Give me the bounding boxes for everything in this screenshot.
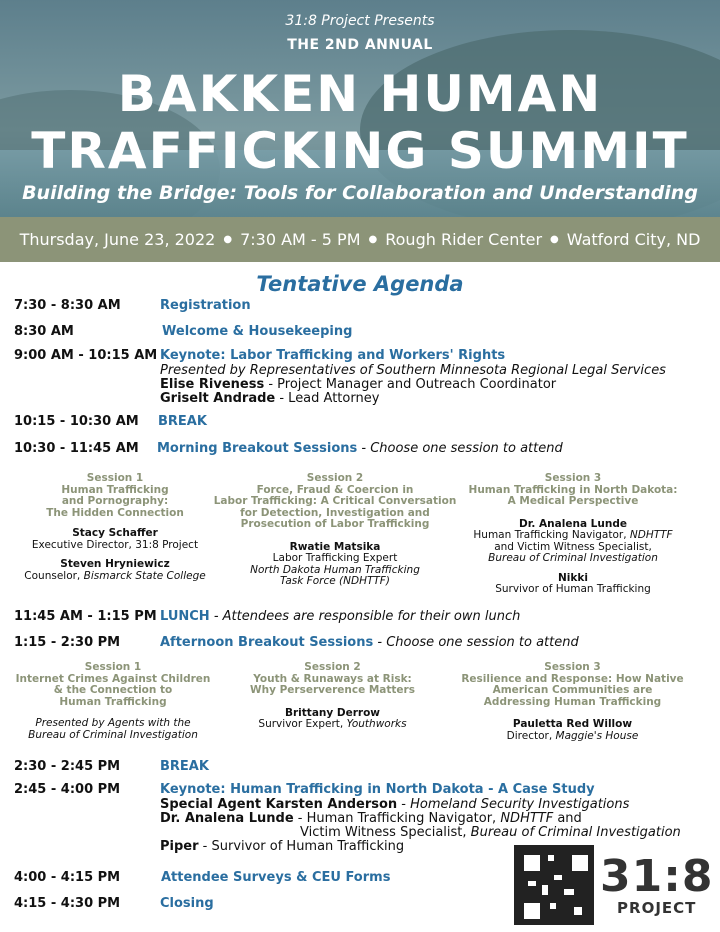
session-title: Resilience and Response: How Native American Communities are Addressing Human Trafficking bbox=[461, 672, 684, 708]
summit-subtitle: Building the Bridge: Tools for Collaboration and Understanding bbox=[22, 182, 698, 204]
agenda-note: - Choose one session to attend bbox=[373, 635, 579, 650]
session-label: Session 1 bbox=[86, 472, 144, 484]
presenter-org: Bismarck State College bbox=[83, 569, 206, 582]
agenda-title: Keynote: Human Trafficking in North Dakota - A Case Study bbox=[160, 782, 595, 797]
agenda-time: 9:00 AM - 10:15 AM bbox=[14, 348, 158, 363]
presenter-org: Youthworks bbox=[346, 718, 407, 730]
presenter-role-line bbox=[458, 530, 688, 542]
event-city: Watford City, ND bbox=[566, 230, 701, 249]
agenda-title: Registration bbox=[160, 298, 251, 313]
agenda-title-line bbox=[160, 635, 579, 650]
presenter-name: Nikki bbox=[558, 571, 588, 584]
bullet-icon: ● bbox=[550, 234, 559, 245]
speaker-role: and bbox=[553, 811, 582, 826]
morning-session-3 bbox=[458, 473, 688, 596]
qr-code[interactable] bbox=[514, 845, 594, 925]
presenter-role-line bbox=[225, 719, 440, 731]
speaker-org: NDHTTF bbox=[500, 811, 554, 826]
presenter-org: North Dakota Human Trafficking Task Force (NDHTTF) bbox=[250, 563, 420, 587]
agenda-title: Welcome & Housekeeping bbox=[162, 324, 353, 339]
agenda-title: BREAK bbox=[160, 759, 209, 774]
presenter-org: NDHTTF bbox=[629, 529, 673, 541]
speaker-name: Dr. Analena Lunde bbox=[160, 811, 294, 826]
session-presenters: Presented by Agents with the Bureau of Criminal Investigation bbox=[28, 717, 198, 741]
presenter-name: Rwatie Matsika bbox=[289, 540, 381, 553]
agenda-title-line bbox=[160, 609, 520, 624]
presenter-role: Executive Director, 31:8 Project bbox=[31, 538, 199, 551]
session-title: Human Trafficking and Pornography: The Hidden Connection bbox=[46, 483, 184, 519]
agenda-title: Afternoon Breakout Sessions bbox=[160, 635, 374, 650]
afternoon-session-1 bbox=[8, 662, 218, 741]
speaker-line bbox=[160, 377, 556, 392]
hero-banner bbox=[0, 0, 720, 217]
agenda-title: Keynote: Labor Trafficking and Workers' Rights bbox=[160, 348, 506, 363]
session-title: Internet Crimes Against Children & the Connection to Human Trafficking bbox=[15, 672, 211, 708]
presenter-role: Counselor, bbox=[24, 569, 84, 582]
presents-line: 31:8 Project Presents bbox=[285, 13, 435, 29]
speaker-name: Piper bbox=[160, 839, 199, 854]
speaker-name: Elise Riveness bbox=[160, 377, 265, 392]
agenda-title: Attendee Surveys & CEU Forms bbox=[161, 870, 391, 885]
agenda-title: Closing bbox=[160, 896, 214, 911]
speaker-org: Bureau of Criminal Investigation bbox=[470, 825, 681, 840]
presenter-name: Steven Hryniewicz bbox=[60, 558, 170, 570]
presenter-role: Human Trafficking Navigator, bbox=[473, 529, 630, 541]
presenter-org: Maggie's House bbox=[555, 729, 639, 742]
agenda-time: 10:30 - 11:45 AM bbox=[14, 441, 139, 456]
morning-session-2 bbox=[205, 473, 465, 588]
speaker-role: - Human Trafficking Navigator, bbox=[293, 811, 501, 826]
agenda-time: 2:45 - 4:00 PM bbox=[14, 782, 121, 797]
agenda-title: BREAK bbox=[158, 414, 207, 429]
logo-word: PROJECT bbox=[617, 899, 697, 917]
speaker-line bbox=[160, 391, 379, 406]
agenda-note: - Attendees are responsible for their own lunch bbox=[209, 609, 521, 624]
presenter-role-line bbox=[20, 571, 210, 583]
afternoon-session-2 bbox=[225, 662, 440, 731]
speaker-role: - Project Manager and Outreach Coordinator bbox=[264, 377, 557, 392]
keynote-presenter: Presented by Representatives of Southern Minnesota Regional Legal Services bbox=[160, 363, 666, 378]
session-label: Session 3 bbox=[544, 472, 602, 484]
speaker-line bbox=[160, 811, 582, 826]
presenter-name: Dr. Analena Lunde bbox=[519, 517, 627, 530]
presenter-role-line bbox=[455, 731, 690, 743]
afternoon-session-3 bbox=[455, 662, 690, 742]
bullet-icon: ● bbox=[223, 234, 233, 245]
speaker-line: Special Agent Karsten Anderson - Homeland Security Investigations bbox=[160, 797, 630, 812]
session-title: Force, Fraud & Coercion in Labor Trafficking: A Critical Conversation for Detection, Investigation and Prosecution of Labor Trafficking bbox=[213, 483, 457, 530]
event-time: 7:30 AM - 5 PM bbox=[240, 230, 361, 249]
session-label: Session 2 bbox=[306, 472, 364, 484]
agenda-title-line bbox=[157, 441, 563, 456]
event-info-band bbox=[0, 217, 720, 262]
speaker-role: - Lead Attorney bbox=[275, 391, 380, 406]
speaker-role: - Survivor of Human Trafficking bbox=[198, 839, 405, 854]
presenter-org: Bureau of Criminal Investigation bbox=[488, 552, 658, 564]
session-label: Session 1 bbox=[84, 661, 142, 673]
speaker-role: Victim Witness Specialist, bbox=[300, 825, 471, 840]
logo-number: 31:8 bbox=[600, 851, 714, 902]
agenda-time: 11:45 AM - 1:15 PM bbox=[14, 609, 157, 624]
morning-session-1 bbox=[20, 473, 210, 582]
agenda-title: Morning Breakout Sessions bbox=[157, 441, 358, 456]
agenda-time: 4:00 - 4:15 PM bbox=[14, 870, 121, 885]
agenda-time: 2:30 - 2:45 PM bbox=[14, 759, 121, 774]
agenda-time: 1:15 - 2:30 PM bbox=[14, 635, 121, 650]
session-label: Session 2 bbox=[304, 661, 361, 673]
presenter-role: Director, bbox=[506, 729, 556, 742]
presenter-role: Survivor Expert, bbox=[258, 718, 347, 730]
speaker-name: Griselt Andrade bbox=[160, 391, 276, 406]
presenter-name: Stacy Schaffer bbox=[72, 527, 158, 539]
agenda-time: 7:30 - 8:30 AM bbox=[14, 298, 121, 313]
speaker-name: Special Agent Karsten Anderson bbox=[160, 797, 398, 812]
summit-title-line2: TRAFFICKING SUMMIT bbox=[31, 122, 689, 180]
agenda-time: 8:30 AM bbox=[14, 324, 74, 339]
speaker-line bbox=[160, 839, 404, 854]
presenter-role: Survivor of Human Trafficking bbox=[495, 583, 651, 595]
event-date: Thursday, June 23, 2022 bbox=[19, 230, 216, 249]
presenter-name: Pauletta Red Willow bbox=[512, 718, 633, 730]
bullet-icon: ● bbox=[368, 234, 378, 245]
session-label: Session 3 bbox=[544, 661, 601, 673]
event-venue: Rough Rider Center bbox=[385, 230, 543, 249]
speaker-line bbox=[300, 825, 681, 840]
session-title: Youth & Runaways at Risk: Why Perserverence Matters bbox=[250, 672, 415, 696]
presenter-role: and Victim Witness Specialist, bbox=[494, 540, 652, 553]
agenda-title: LUNCH bbox=[160, 609, 210, 624]
agenda-heading: Tentative Agenda bbox=[256, 272, 464, 296]
speaker-org: Homeland Security Investigations bbox=[410, 797, 630, 812]
session-title: Human Trafficking in North Dakota: A Medical Perspective bbox=[468, 483, 678, 507]
agenda-time: 10:15 - 10:30 AM bbox=[14, 414, 139, 429]
presenter-name: Brittany Derrow bbox=[285, 706, 380, 719]
annual-line: THE 2ND ANNUAL bbox=[287, 37, 433, 53]
agenda-time: 4:15 - 4:30 PM bbox=[14, 896, 121, 911]
project-logo bbox=[600, 851, 714, 917]
presenter-role: Labor Trafficking Expert bbox=[272, 552, 398, 564]
summit-title-line1: BAKKEN HUMAN bbox=[117, 65, 603, 123]
agenda-note: - Choose one session to attend bbox=[357, 441, 563, 456]
